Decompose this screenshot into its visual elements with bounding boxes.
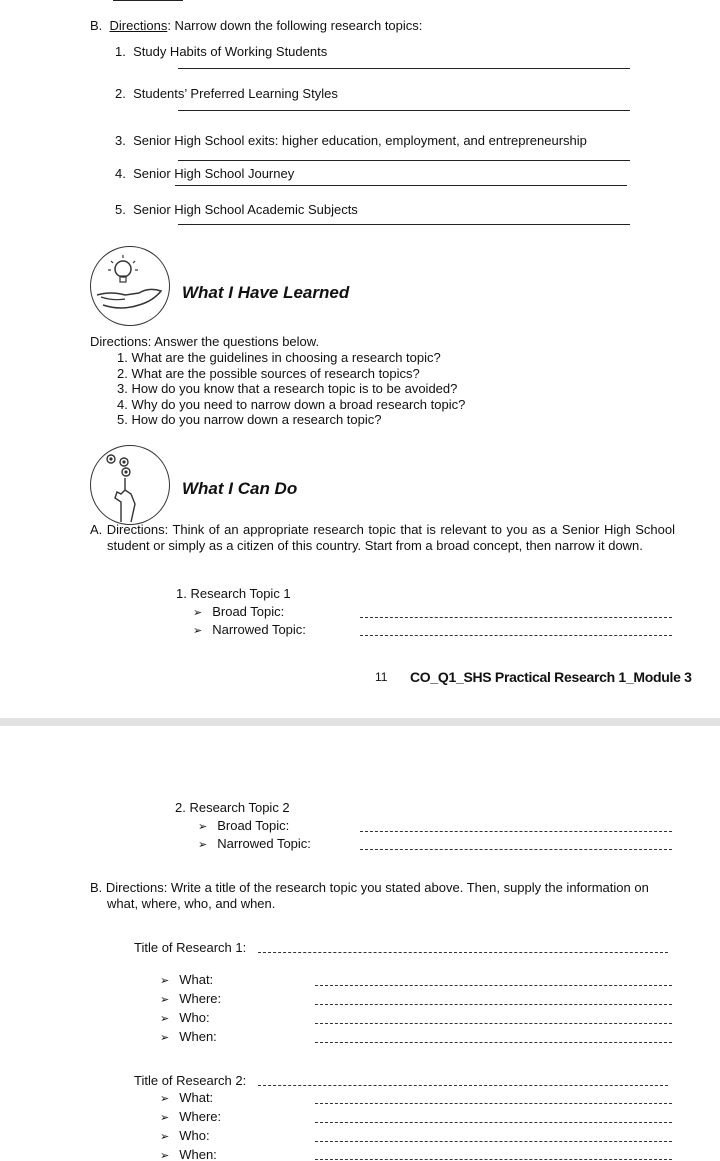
can-do-directions-b: B. Directions: Write a title of the research topic you stated above. Then, supply the information on what, where, who, and when. [90, 880, 649, 911]
when-label: ➢ When: [160, 1029, 217, 1044]
question-item: 2. What are the possible sources of research topics? [117, 365, 420, 381]
when-label: ➢ When: [160, 1147, 217, 1161]
topic-item: 4. Senior High School Journey [115, 166, 295, 181]
page-number: 11 [375, 670, 388, 684]
hand-gears-icon [90, 445, 170, 525]
top-answer-line [113, 0, 183, 1]
narrowed-topic-label: ➢ Narrowed Topic: [193, 622, 306, 637]
directions-text: : Narrow down the following research topics: [167, 18, 423, 33]
research-topic-2-label: 2. Research Topic 2 [175, 800, 290, 815]
module-code: CO_Q1_SHS Practical Research 1_Module 3 [410, 669, 692, 685]
page-separator [0, 718, 720, 726]
where-answer-line[interactable] [315, 1122, 672, 1123]
what-answer-line[interactable] [315, 1103, 672, 1104]
topic-item: 1. Study Habits of Working Students [115, 44, 328, 59]
who-answer-line[interactable] [315, 1023, 672, 1024]
topic-item: 5. Senior High School Academic Subjects [115, 202, 358, 217]
answer-line[interactable] [175, 185, 627, 186]
question-item: 3. How do you know that a research topic is to be avoided? [117, 381, 458, 397]
where-label: ➢ Where: [160, 1109, 221, 1124]
who-label: ➢ Who: [160, 1010, 210, 1025]
where-answer-line[interactable] [315, 1004, 672, 1005]
can-do-directions-a: A. Directions: Think of an appropriate research topic that is relevant to you as a Senior High School student or simply as a citizen of this country. Start from a broad concept, then narrow it down. [90, 522, 675, 553]
question-item: 5. How do you narrow down a research topic? [117, 412, 382, 428]
learned-directions: Directions: Answer the questions below. [90, 334, 320, 349]
page-two [0, 726, 720, 1161]
where-label: ➢ Where: [160, 991, 221, 1006]
when-answer-line[interactable] [315, 1159, 672, 1160]
what-label: ➢ What: [160, 972, 213, 987]
narrowed-topic-label: ➢ Narrowed Topic: [198, 836, 311, 851]
question-item: 4. Why do you need to narrow down a broad research topic? [117, 396, 466, 412]
who-answer-line[interactable] [315, 1141, 672, 1142]
section-b-heading [90, 18, 422, 33]
broad-topic-label: ➢ Broad Topic: [198, 818, 289, 833]
topic-item: 2. Students’ Preferred Learning Styles [115, 86, 338, 101]
question-list [117, 350, 465, 428]
what-answer-line[interactable] [315, 985, 672, 986]
question-item: 1. What are the guidelines in choosing a research topic? [117, 350, 441, 365]
title-research-2-label: Title of Research 2: [134, 1073, 247, 1088]
answer-line[interactable] [178, 160, 630, 161]
narrowed-topic-answer-line[interactable] [360, 849, 672, 850]
section-title-can-do: What I Can Do [182, 479, 298, 498]
title-research-1-label: Title of Research 1: [134, 940, 247, 955]
what-label: ➢ What: [160, 1090, 213, 1105]
directions-label: Directions [109, 18, 168, 33]
section-title-learned: What I Have Learned [182, 283, 350, 302]
when-answer-line[interactable] [315, 1042, 672, 1043]
broad-topic-answer-line[interactable] [360, 617, 672, 618]
broad-topic-label: ➢ Broad Topic: [193, 604, 284, 619]
answer-line[interactable] [178, 110, 630, 111]
topic-item: 3. Senior High School exits: higher education, employment, and entrepreneurship [115, 133, 587, 148]
research-topic-1-label: 1. Research Topic 1 [176, 586, 291, 601]
broad-topic-answer-line[interactable] [360, 831, 672, 832]
who-label: ➢ Who: [160, 1128, 210, 1143]
title-research-2-answer-line[interactable] [258, 1085, 668, 1086]
narrowed-topic-answer-line[interactable] [360, 635, 672, 636]
answer-line[interactable] [178, 68, 630, 69]
answer-line[interactable] [178, 224, 630, 225]
title-research-1-answer-line[interactable] [258, 952, 668, 953]
section-letter: B. [90, 18, 103, 33]
lightbulb-hand-icon [90, 246, 170, 326]
